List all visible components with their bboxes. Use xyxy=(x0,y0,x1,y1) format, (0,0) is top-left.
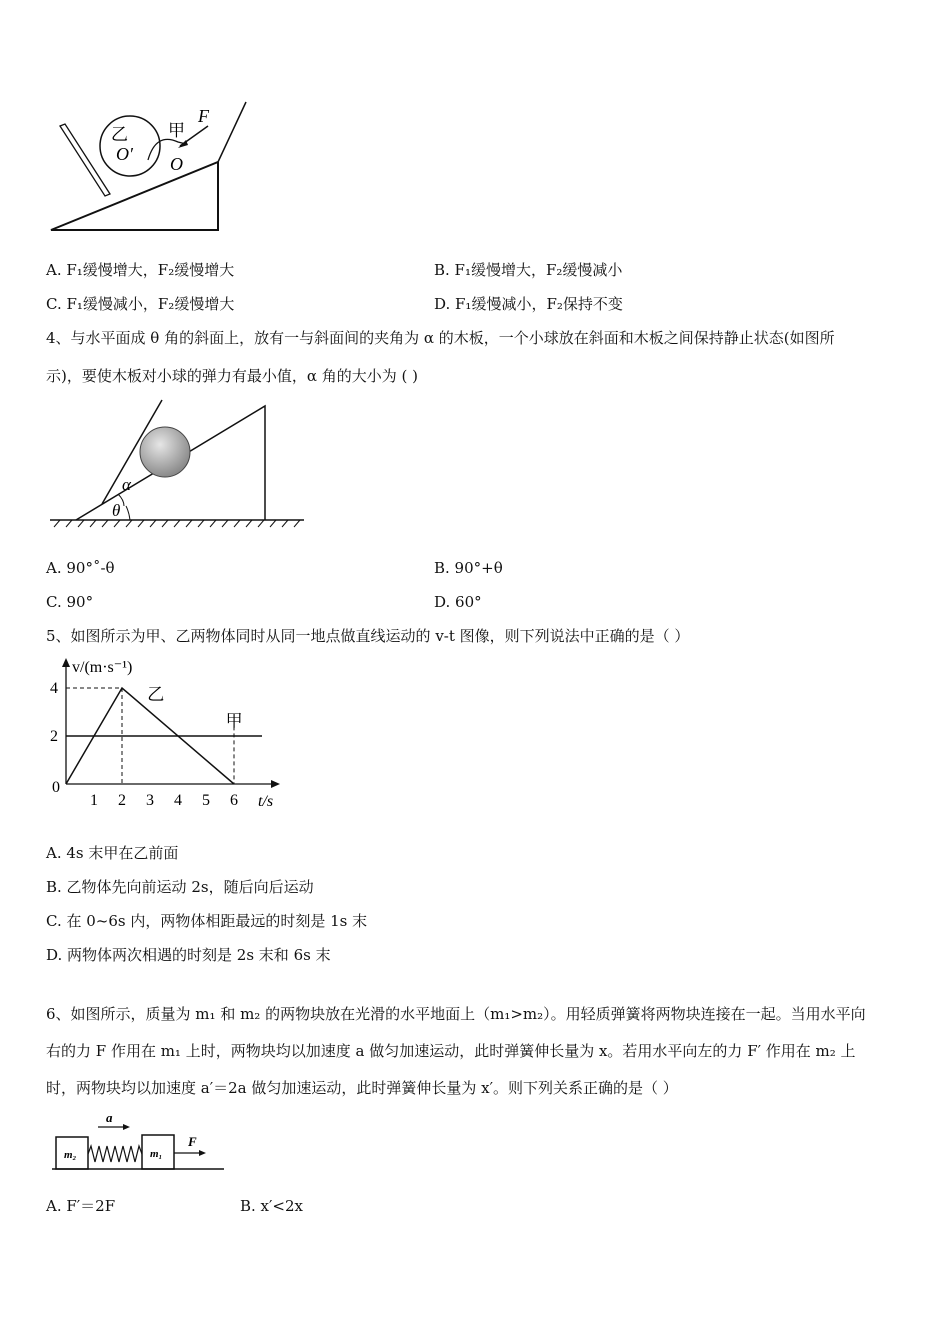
q3-figure xyxy=(48,98,258,236)
q6-stem-line2: 右的力 F 作用在 m₁ 上时，两物块均以加速度 a 做匀加速运动，此时弹簧伸长量为 x。若用水平向左的力 F′ 作用在 m₂ 上 xyxy=(46,1042,856,1060)
q4-option-a: A. 90°˚-θ xyxy=(46,559,115,577)
x-axis-arrowhead xyxy=(271,780,280,788)
y-tick-label: 2 xyxy=(50,728,58,745)
y-axis-label: v/(m·s⁻¹) xyxy=(72,659,133,676)
incline-extension xyxy=(218,102,246,162)
q4-option-c: C. 90° xyxy=(46,593,94,611)
series-jia-label: 甲 xyxy=(225,711,243,731)
incline-triangle xyxy=(51,162,218,230)
q5-option-b: B. 乙物体先向前运动 2s，随后向后运动 xyxy=(46,878,314,896)
q4-option-d: D. 60° xyxy=(434,593,482,611)
y-axis-arrowhead xyxy=(62,658,70,667)
q4-figure xyxy=(46,396,308,530)
q3-option-c: C. F₁缓慢减小，F₂缓慢增大 xyxy=(46,295,235,313)
label-yi: 乙 xyxy=(111,125,128,144)
label-F: F xyxy=(188,1134,197,1149)
x-tick-label: 6 xyxy=(230,792,238,809)
force-arrowhead xyxy=(199,1150,206,1156)
q3-option-b: B. F₁缓慢增大，F₂缓慢减小 xyxy=(434,261,623,279)
label-theta: θ xyxy=(112,501,121,520)
label-m1: m₁ xyxy=(150,1148,163,1160)
y-tick-label: 4 xyxy=(50,680,58,697)
series-yi-label: 乙 xyxy=(147,685,165,704)
x-axis-label: t/s xyxy=(258,793,274,810)
q3-option-a: A. F₁缓慢增大，F₂缓慢增大 xyxy=(46,261,235,279)
x-tick-label: 5 xyxy=(202,792,210,809)
ground-hatch xyxy=(54,520,300,527)
ball xyxy=(140,427,190,477)
q6-option-b: B. x′<2x xyxy=(240,1197,303,1215)
q6-stem-line1: 6、如图所示，质量为 m₁ 和 m₂ 的两物块放在光滑的水平地面上（m₁>m₂）。用轻质弹簧将两物块连接在一起。当用水平向 xyxy=(46,1005,866,1023)
q5-option-c: C. 在 0~6s 内，两物体相距最远的时刻是 1s 末 xyxy=(46,912,368,930)
label-alpha: α xyxy=(122,475,131,494)
label-O: O xyxy=(170,154,183,174)
q5-vt-chart xyxy=(46,652,286,812)
spring xyxy=(88,1146,142,1162)
q4-stem-line2: 示)，要使木板对小球的弹力有最小值，α 角的大小为 ( ) xyxy=(46,367,418,385)
accel-arrowhead xyxy=(123,1124,130,1130)
q6-figure xyxy=(48,1110,228,1176)
label-m2: m₂ xyxy=(64,1149,77,1161)
origin-label: 0 xyxy=(52,779,60,796)
x-tick-label: 1 xyxy=(90,792,98,809)
x-tick-label: 4 xyxy=(174,792,182,809)
q5-option-d: D. 两物体两次相遇的时刻是 2s 末和 6s 末 xyxy=(46,946,331,964)
q5-option-a: A. 4s 末甲在乙前面 xyxy=(46,844,179,862)
angle-theta-arc xyxy=(126,506,130,520)
label-a: a xyxy=(106,1110,113,1125)
label-jia: 甲 xyxy=(168,121,185,140)
q6-option-a: A. F′＝2F xyxy=(46,1197,116,1215)
q4-option-b: B. 90°+θ xyxy=(434,559,503,577)
label-O-prime: O′ xyxy=(116,144,133,164)
q3-option-d: D. F₁缓慢减小，F₂保持不变 xyxy=(434,295,623,313)
x-tick-label: 2 xyxy=(118,792,126,809)
label-F: F xyxy=(198,106,209,126)
x-tick-label: 3 xyxy=(146,792,154,809)
q4-stem-line1: 4、与水平面成 θ 角的斜面上，放有一与斜面间的夹角为 α 的木板，一个小球放在斜面和木板之间保持静止状态(如图所 xyxy=(46,329,835,347)
q5-stem: 5、如图所示为甲、乙两物体同时从同一地点做直线运动的 v-t 图像，则下列说法中正确的是（ ） xyxy=(46,627,690,645)
q6-stem-line3: 时，两物块均以加速度 a′＝2a 做匀加速运动，此时弹簧伸长量为 x′。则下列关系正确的是（ ） xyxy=(46,1079,678,1097)
